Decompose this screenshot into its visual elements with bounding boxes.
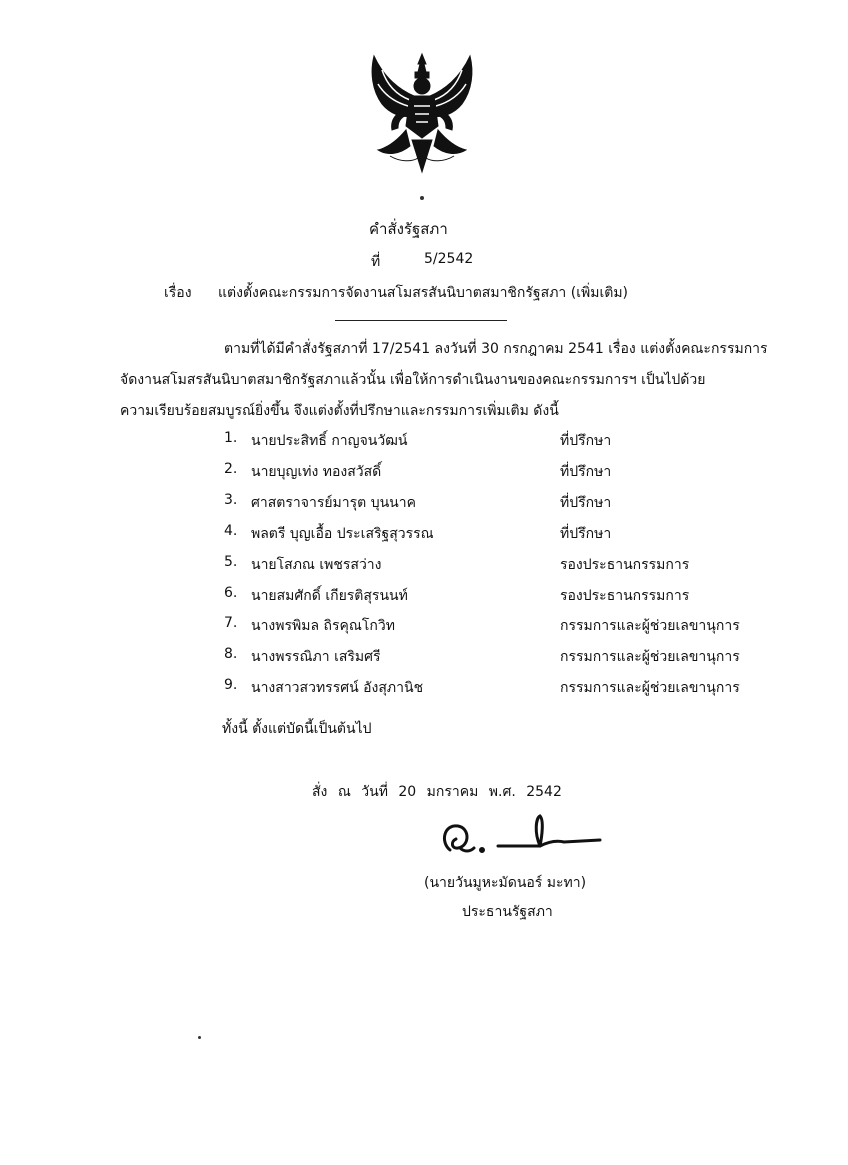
subject-label: เรื่อง <box>164 285 192 301</box>
body-line-1: ตามที่ได้มีคำสั่งรัฐสภาที่ 17/2541 ลงวันที่ 30 กรกฎาคม 2541 เรื่อง แต่งตั้งคณะกรรมการ <box>224 341 768 357</box>
member-number: 7. <box>224 615 238 631</box>
order-title: คำสั่งรัฐสภา <box>369 220 448 238</box>
member-row <box>0 615 848 639</box>
handwritten-signature <box>436 812 606 864</box>
member-role: ที่ปรึกษา <box>560 464 612 480</box>
member-number: 4. <box>224 523 238 539</box>
member-row <box>0 646 848 670</box>
member-row <box>0 523 848 547</box>
member-name: นายสมศักดิ์ เกียรติสุรนนท์ <box>251 588 408 604</box>
closing-text: ทั้งนี้ ตั้งแต่บัดนี้เป็นต้นไป <box>222 721 372 737</box>
member-row <box>0 492 848 516</box>
member-role: กรรมการและผู้ช่วยเลขานุการ <box>560 649 740 665</box>
title-divider <box>335 320 507 321</box>
member-name: ศาสตราจารย์มารุต บุนนาค <box>251 495 416 511</box>
member-number: 2. <box>224 461 238 477</box>
signatory-name: (นายวันมูหะมัดนอร์ มะทา) <box>424 875 587 891</box>
member-role: กรรมการและผู้ช่วยเลขานุการ <box>560 680 740 696</box>
scan-speck <box>420 196 424 200</box>
member-name: นายประสิทธิ์ กาญจนวัฒน์ <box>251 433 408 449</box>
body-line-2: จัดงานสโมสรสันนิบาตสมาชิกรัฐสภาแล้วนั้น เพื่อให้การดำเนินงานของคณะกรรมการฯ เป็นไปด้วย <box>120 372 706 388</box>
member-row <box>0 461 848 485</box>
member-name: นายโสภณ เพชรสว่าง <box>251 557 382 573</box>
member-name: นางสาวสวทรรศน์ อังสุภานิช <box>251 680 424 696</box>
body-paragraph <box>120 334 780 427</box>
member-role: ที่ปรึกษา <box>560 495 612 511</box>
member-row <box>0 585 848 609</box>
member-name: นายบุญเท่ง ทองสวัสดิ์ <box>251 464 382 480</box>
member-row <box>0 430 848 454</box>
member-role: รองประธานกรรมการ <box>560 588 690 604</box>
member-role: กรรมการและผู้ช่วยเลขานุการ <box>560 618 740 634</box>
member-row <box>0 677 848 701</box>
signatory-title: ประธานรัฐสภา <box>462 904 553 920</box>
member-role: ที่ปรึกษา <box>560 526 612 542</box>
scan-speck <box>198 1036 201 1039</box>
member-number: 9. <box>224 677 238 693</box>
member-name: นางพรรณิภา เสริมศรี <box>251 649 381 665</box>
member-number: 8. <box>224 646 238 662</box>
order-number-label: ที่ <box>371 254 381 270</box>
body-line-3: ความเรียบร้อยสมบูรณ์ยิ่งขึ้น จึงแต่งตั้งที่ปรึกษาและกรรมการเพิ่มเติม ดังนี้ <box>120 403 559 419</box>
garuda-emblem-icon <box>360 50 484 176</box>
order-number: 5/2542 <box>424 251 474 267</box>
member-row <box>0 554 848 578</box>
member-number: 5. <box>224 554 238 570</box>
member-number: 6. <box>224 585 238 601</box>
member-number: 1. <box>224 430 238 446</box>
member-role: รองประธานกรรมการ <box>560 557 690 573</box>
dated-line: สั่ง ณ วันที่ 20 มกราคม พ.ศ. 2542 <box>312 784 562 800</box>
member-role: ที่ปรึกษา <box>560 433 612 449</box>
subject-text: แต่งตั้งคณะกรรมการจัดงานสโมสรสันนิบาตสมาชิกรัฐสภา (เพิ่มเติม) <box>218 285 629 301</box>
member-number: 3. <box>224 492 238 508</box>
member-name: พลตรี บุญเอื้อ ประเสริฐสุวรรณ <box>251 526 434 542</box>
member-name: นางพรพิมล ถิรคุณโกวิท <box>251 618 395 634</box>
